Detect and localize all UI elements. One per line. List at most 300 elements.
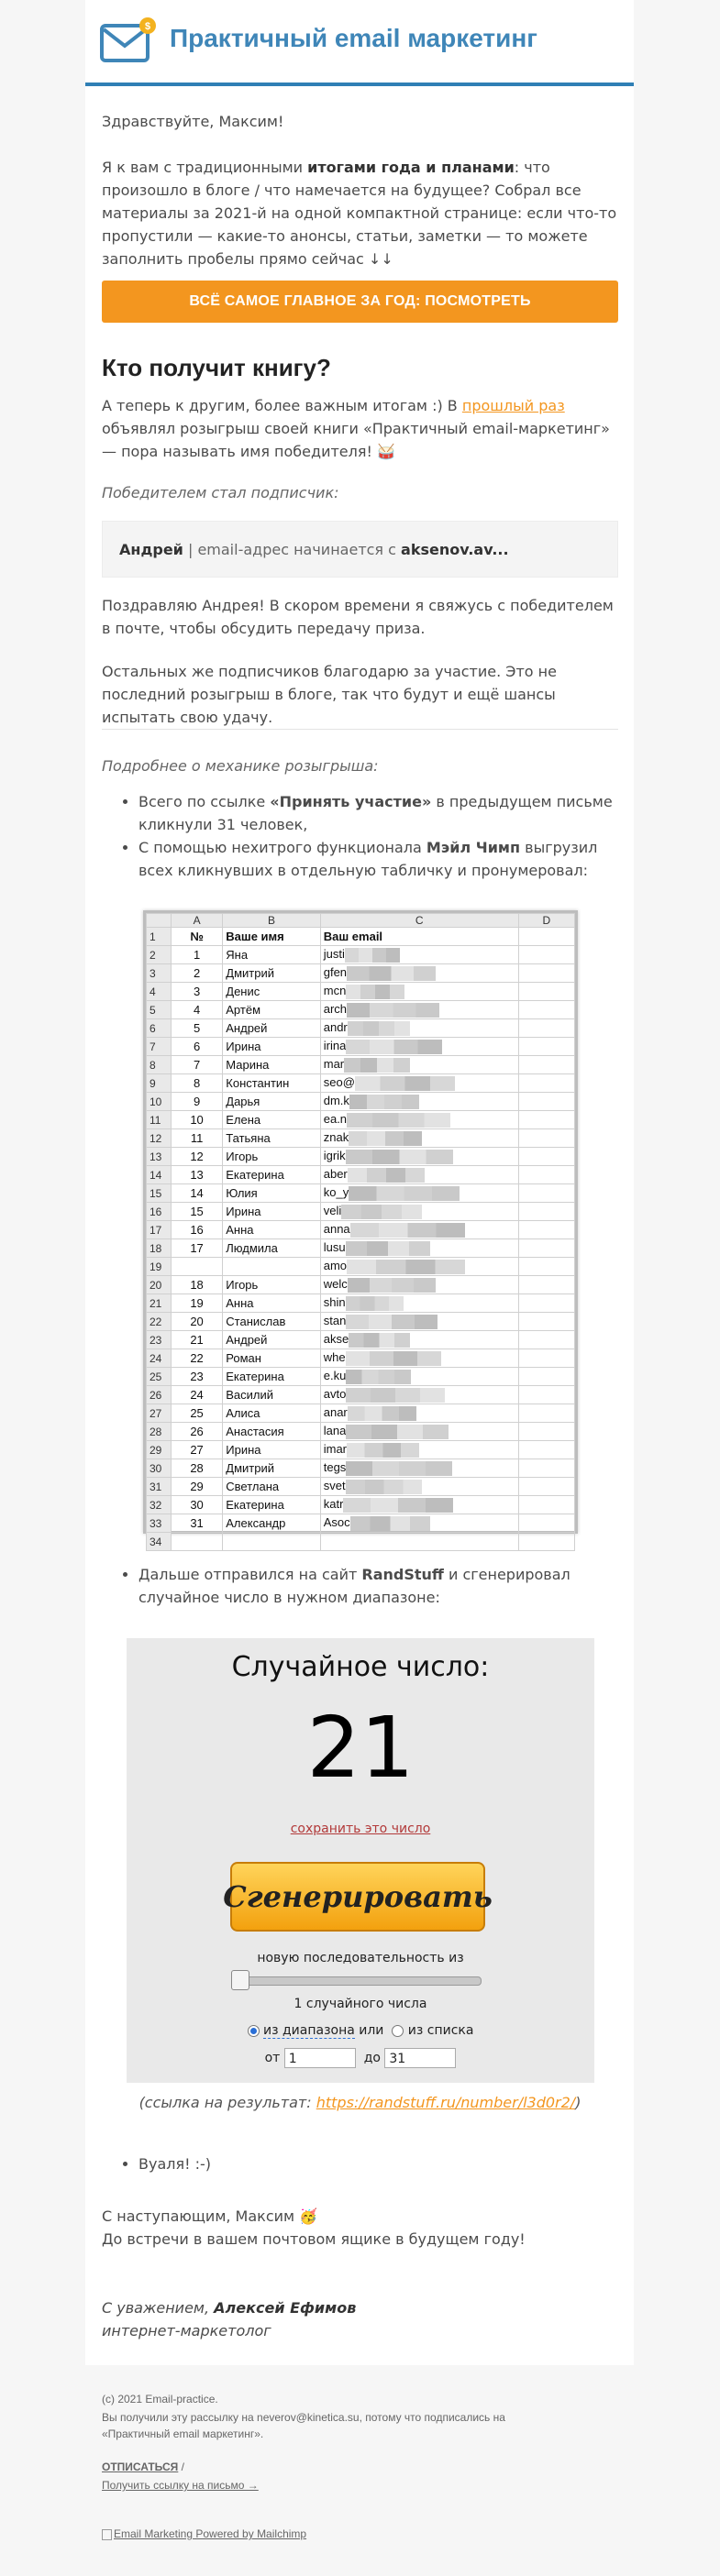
email-cell: [320, 1404, 518, 1423]
name-cell: [223, 1258, 320, 1276]
winner-email: aksenov.av...: [401, 540, 509, 558]
table-row: [147, 1514, 575, 1533]
name-cell: Дмитрий: [223, 1459, 320, 1478]
email-cell: [320, 1459, 518, 1478]
email-cell: [320, 1496, 518, 1514]
pixelated-email: [343, 1498, 453, 1513]
email-cell: [320, 1056, 518, 1074]
email-cell: [320, 1203, 518, 1221]
email-cell: [320, 1258, 518, 1276]
email-prefix: lusu: [323, 1240, 346, 1255]
result-link-paragraph: (ссылка на результат: https://randstuff.ru/number/l3d0r2/): [138, 2094, 582, 2111]
closing-line-1: С наступающим, Максим 🥳: [102, 2207, 318, 2225]
empty-cell: [518, 1423, 574, 1441]
name-cell: Анна: [223, 1294, 320, 1313]
pixelated-email: [346, 1315, 438, 1329]
email-prefix: justi: [323, 947, 345, 962]
pixelated-email: [349, 1333, 410, 1348]
name-cell: Людмила: [223, 1239, 320, 1258]
number-cell: 28: [171, 1459, 222, 1478]
empty-cell: [171, 1533, 222, 1551]
number-cell: 23: [171, 1368, 222, 1386]
table-row: [147, 1459, 575, 1478]
email-prefix: e.ku: [323, 1369, 347, 1383]
row-number: 1: [147, 928, 172, 946]
table-row: [147, 964, 575, 983]
empty-cell: [518, 928, 574, 946]
pixelated-email: [346, 1461, 452, 1476]
divider: [102, 729, 618, 730]
mechanics-list-3: [102, 2152, 618, 2175]
email-prefix: stan: [323, 1314, 347, 1328]
column-header-row: [147, 914, 575, 928]
name-cell: Игорь: [223, 1276, 320, 1294]
email-prefix: mar: [323, 1057, 345, 1072]
pixelated-email: [346, 1150, 453, 1164]
empty-cell: [518, 1184, 574, 1203]
table-row: [147, 946, 575, 964]
list-item: • Дальше отправился на сайт RandStuff и сгенерировал случайное число в нужном диапазоне:: [138, 1563, 618, 1609]
row-number: 14: [147, 1166, 172, 1184]
email-cell: [320, 983, 518, 1001]
name-cell: Дарья: [223, 1093, 320, 1111]
table-row: [147, 1074, 575, 1093]
count-label: 1 случайного числа: [294, 1997, 427, 2011]
empty-cell: [518, 1056, 574, 1074]
number-cell: 1: [171, 946, 222, 964]
empty-cell: [518, 1221, 574, 1239]
row-number: 28: [147, 1423, 172, 1441]
thanks-paragraph: Остальных же подписчиков благодарю за участие. Это не последний розыгрыш в блоге, так что будут и ещё шансы испытать свою удачу.: [102, 663, 557, 726]
email-cell: [320, 1386, 518, 1404]
email-cell: [320, 1239, 518, 1258]
contest-paragraph: А теперь к другим, более важным итогам :) В прошлый раз объявлял розыгрыш своей книги «Практичный email-маркетинг» — пора называть имя победителя! 🥁: [102, 397, 610, 460]
footer-reason: Вы получили эту рассылку на neverov@kinetica.su, потому что подписались на «Практичный email маркетинг».: [102, 2411, 505, 2440]
pixelated-email: [346, 1040, 442, 1054]
table-row: [147, 1386, 575, 1404]
number-cell: 15: [171, 1203, 222, 1221]
row-number: 18: [147, 1239, 172, 1258]
empty-cell: [518, 1294, 574, 1313]
row-number: 10: [147, 1093, 172, 1111]
row-number: 7: [147, 1038, 172, 1056]
generate-button[interactable]: Сгенерировать: [230, 1862, 485, 1932]
random-number: 21: [306, 1699, 415, 1797]
number-cell: 16: [171, 1221, 222, 1239]
pixelated-email: [349, 1131, 422, 1146]
empty-cell: [518, 1074, 574, 1093]
winner-name: Андрей: [119, 540, 183, 558]
email-prefix: amo: [323, 1259, 348, 1273]
table-row: [147, 1441, 575, 1459]
pixelated-email: [347, 1443, 419, 1458]
table-row: [147, 1129, 575, 1148]
envelope-icon: [100, 17, 159, 66]
number-cell: 21: [171, 1331, 222, 1349]
name-cell: Константин: [223, 1074, 320, 1093]
table-row: [147, 1368, 575, 1386]
pixelated-email: [347, 966, 436, 981]
email-header: [85, 0, 634, 86]
row-number: 31: [147, 1478, 172, 1496]
number-cell: 20: [171, 1313, 222, 1331]
name-cell: Яна: [223, 946, 320, 964]
empty-cell: [518, 1404, 574, 1423]
name-cell: Александр: [223, 1514, 320, 1533]
empty-cell: [518, 1478, 574, 1496]
empty-cell: [518, 1514, 574, 1533]
row-number: 21: [147, 1294, 172, 1313]
number-cell: 19: [171, 1294, 222, 1313]
number-cell: 8: [171, 1074, 222, 1093]
row-number: 16: [147, 1203, 172, 1221]
row-number: 27: [147, 1404, 172, 1423]
header-cell: Ваш email: [320, 928, 518, 946]
pixelated-email: [346, 1370, 411, 1384]
name-cell: Екатерина: [223, 1496, 320, 1514]
name-cell: Елена: [223, 1111, 320, 1129]
row-number: 2: [147, 946, 172, 964]
email-prefix: Asoc: [323, 1515, 350, 1530]
result-link[interactable]: https://randstuff.ru/number/l3d0r2/: [316, 2094, 576, 2111]
brand-title[interactable]: Практичный email маркетинг: [170, 24, 537, 52]
row-number: 33: [147, 1514, 172, 1533]
empty-cell: [518, 1349, 574, 1368]
table-row: [147, 1496, 575, 1514]
email-prefix: seo@: [323, 1075, 355, 1090]
number-cell: 29: [171, 1478, 222, 1496]
email-prefix: tegs: [323, 1460, 347, 1475]
name-cell: Ирина: [223, 1203, 320, 1221]
footer-links: ОТПИСАТЬСЯ /: [102, 2460, 184, 2473]
email-cell: [320, 1221, 518, 1239]
name-cell: Светлана: [223, 1478, 320, 1496]
corner-cell: [147, 914, 172, 928]
empty-cell: [518, 983, 574, 1001]
name-cell: Игорь: [223, 1148, 320, 1166]
count-slider[interactable]: [232, 1976, 482, 1986]
column-header: D: [518, 914, 574, 928]
mode-radio-row: из диапазона или из списка: [127, 2023, 594, 2038]
empty-cell: [518, 1441, 574, 1459]
empty-cell: [518, 1368, 574, 1386]
randstuff-widget: [127, 1638, 594, 2083]
email-prefix: mcn: [323, 984, 347, 998]
header-cell: №: [171, 928, 222, 946]
empty-cell: [223, 1533, 320, 1551]
number-cell: 7: [171, 1056, 222, 1074]
broken-image-icon: [102, 2529, 112, 2540]
number-cell: 18: [171, 1276, 222, 1294]
email-prefix: imar: [323, 1442, 348, 1457]
number-cell: 5: [171, 1019, 222, 1038]
pixelated-email: [346, 985, 404, 999]
email-cell: [320, 1313, 518, 1331]
pixelated-email: [345, 948, 400, 963]
row-number: 8: [147, 1056, 172, 1074]
row-number: 22: [147, 1313, 172, 1331]
number-cell: 12: [171, 1148, 222, 1166]
row-number: 17: [147, 1221, 172, 1239]
pixelated-email: [347, 1003, 439, 1018]
pixelated-email: [350, 1223, 465, 1238]
list-radio[interactable]: [392, 2025, 404, 2037]
sequence-label: новую последовательность из: [257, 1951, 464, 1965]
email-cell: [320, 946, 518, 964]
list-item: • С помощью нехитрого функционала Мэйл Чимп выгрузил всех кликнувших в отдельную табличку и пронумеровал:: [138, 836, 618, 882]
table-row: [147, 1331, 575, 1349]
email-prefix: whe: [323, 1350, 346, 1365]
row-number: 4: [147, 983, 172, 1001]
empty-cell: [518, 1129, 574, 1148]
table-row: [147, 1166, 575, 1184]
table-row: [147, 1276, 575, 1294]
spreadsheet-table: [146, 913, 575, 1551]
name-cell: Анна: [223, 1221, 320, 1239]
row-number: 26: [147, 1386, 172, 1404]
author-name: Алексей Ефимов: [214, 2299, 357, 2317]
name-cell: Алиса: [223, 1404, 320, 1423]
row-number: 19: [147, 1258, 172, 1276]
table-header-row: [147, 928, 575, 946]
number-cell: 22: [171, 1349, 222, 1368]
pixelated-email: [346, 1296, 404, 1311]
pixelated-email: [349, 1186, 460, 1201]
table-row: [147, 1258, 575, 1276]
unsubscribe-link[interactable]: ОТПИСАТЬСЯ: [102, 2460, 179, 2473]
pixelated-email: [346, 1241, 430, 1256]
number-cell: 31: [171, 1514, 222, 1533]
row-number: 5: [147, 1001, 172, 1019]
column-header: A: [171, 914, 222, 928]
number-cell: 4: [171, 1001, 222, 1019]
pixelated-email: [348, 1406, 416, 1421]
table-row: [147, 1148, 575, 1166]
email-prefix: gfen: [323, 965, 348, 980]
row-number: 29: [147, 1441, 172, 1459]
email-cell: [320, 1001, 518, 1019]
number-cell: 3: [171, 983, 222, 1001]
number-cell: [171, 1258, 222, 1276]
list-item: • Вуаля! :-): [138, 2152, 618, 2175]
column-header: B: [223, 914, 320, 928]
pixelated-email: [346, 1388, 445, 1403]
pixelated-email: [348, 1168, 425, 1183]
table-row: [147, 1404, 575, 1423]
number-cell: 13: [171, 1166, 222, 1184]
number-cell: 10: [171, 1111, 222, 1129]
empty-cell: [518, 1276, 574, 1294]
email-prefix: welc: [323, 1277, 348, 1292]
name-cell: Екатерина: [223, 1166, 320, 1184]
email-prefix: katr: [323, 1497, 344, 1512]
empty-cell: [518, 1038, 574, 1056]
email-prefix: arch: [323, 1002, 348, 1017]
table-row: [147, 1313, 575, 1331]
email-cell: [320, 1184, 518, 1203]
email-cell: [320, 1038, 518, 1056]
table-row: [147, 1093, 575, 1111]
greeting: Здравствуйте, Максим!: [102, 113, 284, 130]
row-number: 3: [147, 964, 172, 983]
range-radio[interactable]: [248, 2025, 260, 2037]
name-cell: Ирина: [223, 1038, 320, 1056]
table-row: [147, 1056, 575, 1074]
number-cell: 24: [171, 1386, 222, 1404]
signature: С уважением, Алексей Ефимов: [102, 2299, 357, 2317]
pixelated-email: [349, 1095, 419, 1109]
number-cell: 2: [171, 964, 222, 983]
email-cell: [320, 1331, 518, 1349]
empty-cell: [518, 1203, 574, 1221]
author-role: интернет-маркетолог: [102, 2322, 271, 2339]
table-row: [147, 1478, 575, 1496]
name-cell: Артём: [223, 1001, 320, 1019]
email-cell: [320, 1074, 518, 1093]
number-cell: 26: [171, 1423, 222, 1441]
name-cell: Андрей: [223, 1019, 320, 1038]
email-cell: [320, 1019, 518, 1038]
number-cell: 17: [171, 1239, 222, 1258]
empty-cell: [518, 1239, 574, 1258]
range-to-input[interactable]: 31: [384, 2048, 456, 2068]
number-cell: 6: [171, 1038, 222, 1056]
empty-cell: [518, 1533, 574, 1551]
number-cell: 30: [171, 1496, 222, 1514]
email-prefix: veli: [323, 1204, 342, 1218]
slider-handle[interactable]: [231, 1970, 249, 1990]
name-cell: Татьяна: [223, 1129, 320, 1148]
mechanics-list-2: [102, 1563, 618, 1609]
number-cell: 9: [171, 1093, 222, 1111]
name-cell: Екатерина: [223, 1368, 320, 1386]
row-number: 20: [147, 1276, 172, 1294]
email-prefix: irina: [323, 1039, 347, 1053]
list-item: • Всего по ссылке «Принять участие» в предыдущем письме кликнули 31 человек,: [138, 790, 618, 836]
mailchimp-badge[interactable]: Email Marketing Powered by Mailchimp: [102, 2526, 618, 2542]
row-number: 11: [147, 1111, 172, 1129]
empty-cell: [518, 1019, 574, 1038]
pixelated-email: [344, 1058, 410, 1073]
winner-intro: Победителем стал подписчик:: [102, 484, 339, 501]
empty-cell: [518, 964, 574, 983]
column-header: C: [320, 914, 518, 928]
email-prefix: anna: [323, 1222, 350, 1237]
save-number-link[interactable]: сохранить это число: [290, 1822, 431, 1836]
pixelated-email: [347, 1113, 450, 1128]
view-online-link-row: [102, 2477, 618, 2493]
empty-cell: [518, 1166, 574, 1184]
pixelated-email: [347, 1260, 465, 1274]
footer-copyright: (c) 2021 Email-practice.: [102, 2393, 218, 2405]
header-cell: Ваше имя: [223, 928, 320, 946]
congrats-paragraph: Поздравляю Андрея! В скором времени я свяжусь с победителем в почте, чтобы обсудить передачу приза.: [102, 597, 614, 637]
table-row: [147, 1221, 575, 1239]
email-prefix: shin: [323, 1295, 346, 1310]
email-prefix: avto: [323, 1387, 347, 1402]
section-title: Кто получит книгу?: [102, 354, 331, 381]
previous-issue-link[interactable]: прошлый раз: [461, 397, 565, 414]
email-cell: [320, 1111, 518, 1129]
range-from-input[interactable]: 1: [284, 2048, 356, 2068]
empty-cell: [518, 1331, 574, 1349]
row-number: 9: [147, 1074, 172, 1093]
name-cell: Денис: [223, 983, 320, 1001]
empty-cell: [518, 1093, 574, 1111]
pixelated-email: [350, 1516, 430, 1531]
email-cell: [320, 1166, 518, 1184]
table-row: [147, 1001, 575, 1019]
name-cell: Дмитрий: [223, 964, 320, 983]
name-cell: Роман: [223, 1349, 320, 1368]
email-cell: [320, 964, 518, 983]
email-cell: [320, 1349, 518, 1368]
random-title: Случайное число:: [231, 1651, 490, 1683]
empty-cell: [518, 1386, 574, 1404]
mechanics-title: Подробнее о механике розыгрыша:: [102, 757, 379, 775]
view-online-link[interactable]: Получить ссылку на письмо →: [102, 2479, 259, 2492]
table-row: [147, 1038, 575, 1056]
row-number: 34: [147, 1533, 172, 1551]
empty-cell: [320, 1533, 518, 1551]
email-cell: [320, 1276, 518, 1294]
empty-cell: [518, 1313, 574, 1331]
empty-cell: [518, 946, 574, 964]
pixelated-email: [346, 1425, 449, 1439]
name-cell: Андрей: [223, 1331, 320, 1349]
pixelated-email: [355, 1076, 455, 1091]
empty-cell: [518, 1459, 574, 1478]
table-row: [147, 1294, 575, 1313]
intro-paragraph: Я к вам с традиционными итогами года и планами: что произошло в блоге / что намечается на будущее? Собрал все материалы за 2021-й на одной компактной странице: если что-то пропустили — какие-то анонсы, статьи, заметки — то можете заполнить пробелы прямо сейчас ↓↓: [102, 159, 617, 268]
name-cell: Станислав: [223, 1313, 320, 1331]
empty-cell: [518, 1496, 574, 1514]
table-row: [147, 1239, 575, 1258]
row-number: 15: [147, 1184, 172, 1203]
table-row: [147, 1349, 575, 1368]
table-row: [147, 1019, 575, 1038]
row-number: 23: [147, 1331, 172, 1349]
year-summary-button[interactable]: ВСЁ САМОЕ ГЛАВНОЕ ЗА ГОД: ПОСМОТРЕТЬ: [102, 281, 618, 323]
table-row: [147, 1111, 575, 1129]
empty-cell: [518, 1111, 574, 1129]
email-cell: [320, 1368, 518, 1386]
participants-spreadsheet: [143, 910, 578, 1548]
row-number: 6: [147, 1019, 172, 1038]
pixelated-email: [348, 1278, 436, 1293]
name-cell: Ирина: [223, 1441, 320, 1459]
row-number: 32: [147, 1496, 172, 1514]
number-cell: 14: [171, 1184, 222, 1203]
number-cell: 11: [171, 1129, 222, 1148]
email-cell: [320, 1514, 518, 1533]
row-number: 24: [147, 1349, 172, 1368]
pixelated-email: [348, 1021, 410, 1036]
pixelated-email: [341, 1205, 422, 1219]
row-number: 25: [147, 1368, 172, 1386]
email-cell: [320, 1129, 518, 1148]
email-cell: [320, 1148, 518, 1166]
table-row: [147, 1423, 575, 1441]
email-prefix: lana: [323, 1424, 347, 1438]
table-row: [147, 1184, 575, 1203]
name-cell: Марина: [223, 1056, 320, 1074]
empty-cell: [518, 1258, 574, 1276]
number-cell: 27: [171, 1441, 222, 1459]
table-row: [147, 983, 575, 1001]
email-prefix: andr: [323, 1020, 348, 1035]
email-prefix: dm.k: [323, 1094, 349, 1108]
